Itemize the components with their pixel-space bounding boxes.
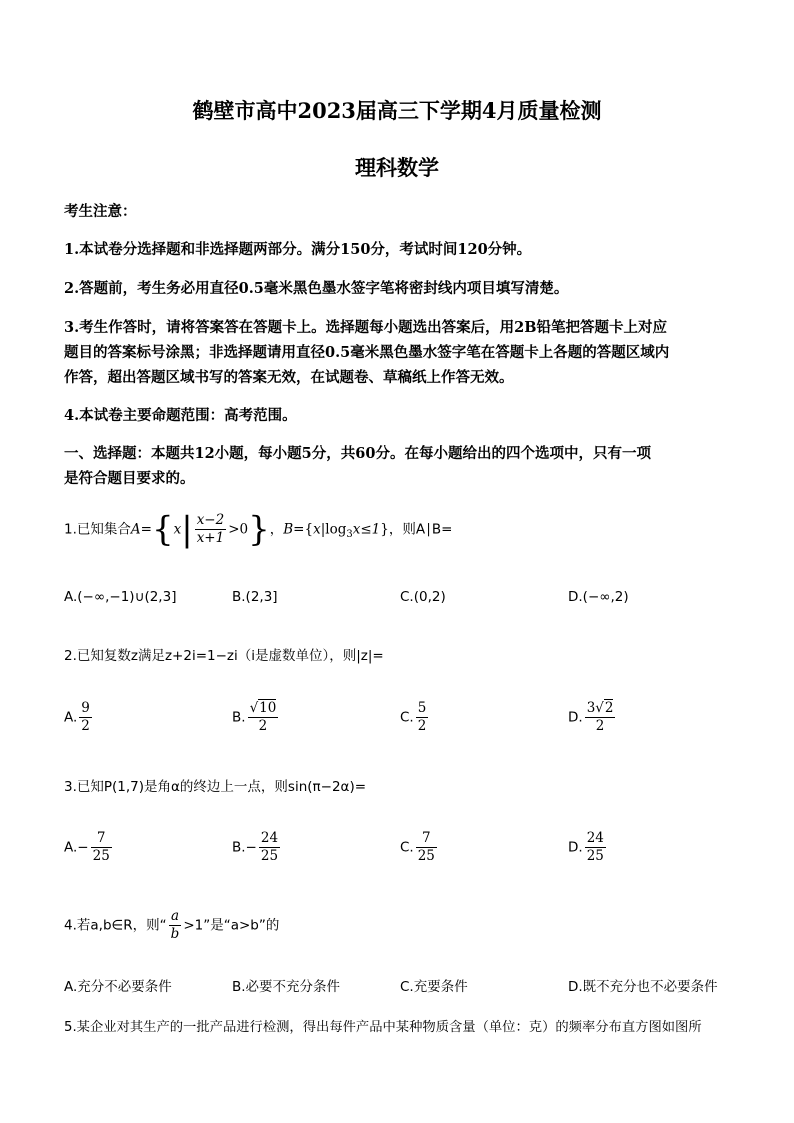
q3-c-label: C. [400, 839, 414, 856]
q1-option-a[interactable]: A.(−∞,−1)∪(2,3] [64, 589, 177, 605]
notice-item-3-line-3: 作答，超出答题区域书写的答案无效，在试题卷、草稿纸上作答无效。 [64, 369, 514, 386]
notice-item-1: 1.本试卷分选择题和非选择题两部分。满分150分，考试时间120分钟。 [64, 241, 532, 258]
notice-item-4: 4.本试卷主要命题范围：高考范围。 [64, 407, 297, 424]
q1-sep: ， [269, 521, 284, 538]
question-2-stem: 2.已知复数z满足z+2i=1−zi（i是虚数单位），则|z|= [64, 648, 384, 664]
q2-option-c[interactable] [400, 700, 430, 735]
q2-c-fraction [416, 700, 429, 735]
q2-option-a[interactable] [64, 700, 94, 735]
q3-d-fraction [585, 830, 606, 865]
notice-item-3-line-2: 题目的答案标号涂黑；非选择题请用直径0.5毫米黑色墨水签字笔在答题卡上各题的答题区域内 [64, 344, 670, 361]
q2-a-num: 9 [81, 700, 90, 716]
q2-d-coef: 3 [586, 700, 596, 716]
q2-a-label: A. [64, 709, 78, 726]
q1-var: x [173, 521, 182, 538]
q2-b-den: 2 [258, 718, 268, 734]
q4-option-b[interactable]: B.必要不充分条件 [232, 979, 341, 995]
q4-prefix: 4.若a,b∈R，则“ [64, 917, 167, 934]
q2-d-num-wrap: 3√2 [586, 700, 614, 716]
q2-option-d[interactable] [568, 700, 617, 735]
q1-option-d[interactable]: D.(−∞,2) [568, 589, 629, 605]
q3-c-den: 25 [417, 848, 435, 864]
q3-option-b[interactable] [232, 830, 282, 865]
q3-d-label: D. [568, 839, 583, 856]
q4-num: a [169, 908, 182, 926]
q2-d-fraction [585, 700, 616, 735]
q2-b-num-wrap: √10 [249, 700, 277, 716]
q3-option-a[interactable] [64, 830, 114, 865]
q1-b-rest: x≤1 [352, 521, 381, 538]
q1-left-brace: { [151, 509, 174, 550]
q3-b-num: 24 [260, 830, 279, 846]
q1-right-brace: } [248, 509, 270, 550]
q1-b-var: x [313, 521, 321, 538]
notice-item-2: 2.答题前，考生务必用直径0.5毫米黑色墨水签字笔将密封线内项目填写清楚。 [64, 280, 569, 297]
q3-a-num: 7 [91, 830, 112, 848]
q1-b-open: { [304, 521, 314, 538]
q1-option-b[interactable]: B.(2,3] [232, 589, 278, 605]
q2-a-den: 2 [81, 718, 90, 734]
notice-heading: 考生注意： [64, 203, 137, 220]
q3-b-den: 25 [260, 848, 279, 864]
q2-b-fraction [248, 700, 279, 735]
question-4-stem [64, 908, 279, 943]
q3-a-den: 25 [92, 848, 110, 864]
q1-b-bar: | [320, 521, 326, 538]
q1-b-close: } [380, 521, 389, 538]
q4-mid: >1”是“a>b”的 [183, 917, 280, 934]
q1-option-c[interactable]: C.(0,2) [400, 589, 446, 605]
q1-set-b: B= [283, 521, 305, 538]
section-heading-line-2: 是符合题目要求的。 [64, 470, 195, 487]
q1-numerator: x−2 [196, 512, 225, 528]
q3-c-fraction [416, 830, 437, 865]
q2-c-num: 5 [417, 700, 427, 716]
q3-a-label: A.− [64, 839, 89, 856]
q2-d-den: 2 [595, 718, 605, 734]
q1-bar: | [181, 509, 193, 550]
q1-b-base: 3 [346, 529, 353, 541]
q1-denominator: x+1 [196, 530, 225, 546]
notice-item-3-line-1: 3.考生作答时，请将答案答在答题卡上。选择题每小题选出答案后，用2B铅笔把答题卡上对应 [64, 319, 667, 336]
q4-option-d[interactable]: D.既不充分也不必要条件 [568, 979, 718, 995]
question-3-stem: 3.已知P(1,7)是角α的终边上一点，则sin(π−2α)= [64, 779, 367, 795]
q3-b-label: B.− [232, 839, 257, 856]
q1-prefix: 1.已知集合 [64, 521, 131, 538]
q3-option-c[interactable] [400, 830, 439, 865]
q3-option-d[interactable] [568, 830, 608, 865]
q3-d-num: 24 [586, 830, 604, 846]
q1-gt0: >0 [228, 521, 249, 538]
q3-a-fraction [91, 830, 112, 865]
exam-subtitle: 理科数学 [355, 155, 439, 180]
q2-d-rad: 2 [604, 700, 614, 716]
exam-title: 鹤壁市高中2023届高三下学期4月质量检测 [192, 98, 602, 123]
q2-option-b[interactable] [232, 700, 280, 735]
q1-b-log: log [325, 521, 347, 538]
section-heading-line-1: 一、选择题：本题共12小题，每小题5分，共60分。在每小题给出的四个选项中，只有一项 [64, 445, 651, 462]
q1-tail: ，则A∣B= [388, 521, 453, 538]
q2-b-label: B. [232, 709, 246, 726]
q2-d-label: D. [568, 709, 583, 726]
q3-b-fraction [259, 830, 280, 865]
q3-d-den: 25 [586, 848, 604, 864]
question-1-stem [64, 509, 453, 550]
q1-fraction [195, 512, 227, 547]
q2-b-num: 10 [259, 700, 277, 716]
q4-fraction [169, 908, 182, 943]
q4-option-c[interactable]: C.充要条件 [400, 979, 468, 995]
q2-c-den: 2 [417, 718, 427, 734]
q4-den: b [170, 926, 180, 942]
q2-c-label: C. [400, 709, 414, 726]
q1-set-a: A= [130, 521, 152, 538]
q3-c-num: 7 [416, 830, 437, 848]
question-5-stem: 5.某企业对其生产的一批产品进行检测，得出每件产品中某种物质含量（单位：克）的频率分布直方图如图所 [64, 1020, 702, 1035]
q4-option-a[interactable]: A.充分不必要条件 [64, 979, 172, 995]
q2-a-fraction [79, 700, 92, 735]
